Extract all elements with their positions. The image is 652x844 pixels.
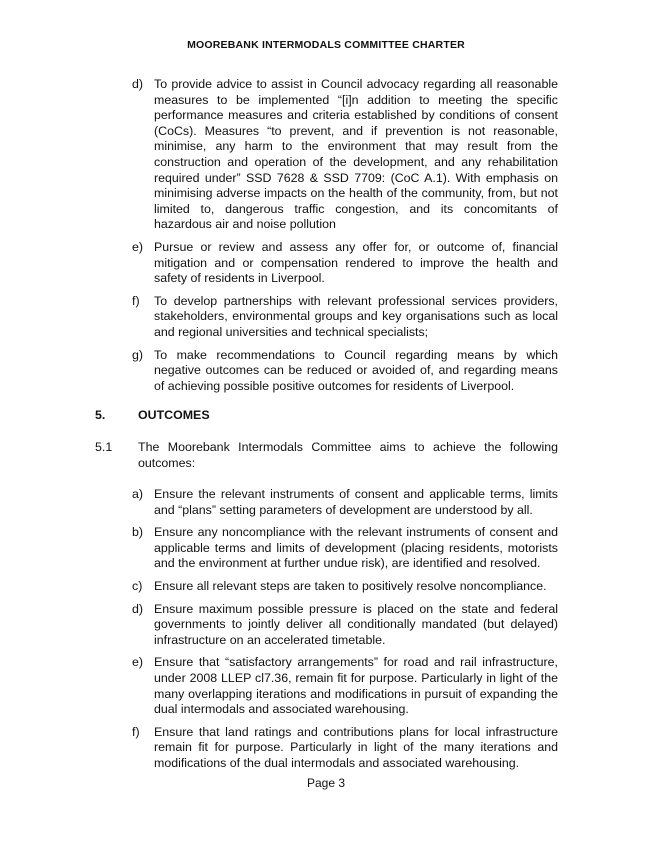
section-title: OUTCOMES <box>138 408 210 422</box>
list-item <box>0 487 652 518</box>
list-item-text: Ensure that “satisfactory arrangements” for road and rail infrastructure, under 2008 LLEP cl7.36, remain fit for purpose. Particularly in light of the many overlapping iterations and modifications in pursuit of expanding the dual intermodals and associated warehousing. <box>154 655 558 717</box>
list-item-label: c) <box>132 578 143 593</box>
list-item <box>0 602 652 649</box>
list-item-text: To make recommendations to Council regarding means by which negative outcomes can be reduced or avoided of, and regarding means of achieving possible positive outcomes for residents of Liverpool. <box>154 347 558 393</box>
section-number: 5. <box>95 408 106 422</box>
list-item-label: a) <box>132 487 144 501</box>
list-item-label: d) <box>132 77 144 91</box>
outcomes-list <box>0 487 652 772</box>
list-item-label: b) <box>132 525 144 540</box>
numbered-paragraph <box>0 440 652 471</box>
objectives-list <box>0 77 652 394</box>
list-item <box>0 655 652 717</box>
list-item <box>0 725 652 772</box>
list-item-label: f) <box>132 724 140 739</box>
list-item-text: To develop partnerships with relevant professional services providers, stakeholders, environmental groups and key organisations such as local and regional universities and technical specialists; <box>154 293 558 339</box>
page-number: Page 3 <box>306 776 346 790</box>
list-item-text: Ensure all relevant steps are taken to positively resolve noncompliance. <box>154 578 547 593</box>
list-item-text: Pursue or review and assess any offer for, or outcome of, financial mitigation and or compensation rendered to improve the health and safety of residents in Liverpool. <box>154 239 558 286</box>
list-item <box>0 579 652 595</box>
list-item-label: d) <box>132 601 144 616</box>
list-item <box>0 240 652 287</box>
list-item <box>0 525 652 572</box>
paragraph-text: The Moorebank Intermodals Committee aims to achieve the following outcomes: <box>138 440 558 470</box>
list-item-text: Ensure the relevant instruments of consent and applicable terms, limits and “plans” setting parameters of development are understood by all. <box>154 487 558 517</box>
list-item-label: e) <box>132 655 144 670</box>
list-item-text: Ensure any noncompliance with the relevant instruments of consent and applicable terms and limits of development (placing residents, motorists and the environment at further undue risk), are identified and resolved. <box>154 525 558 571</box>
page-header: MOOREBANK INTERMODALS COMMITTEE CHARTER <box>187 39 465 51</box>
paragraph-number: 5.1 <box>95 440 113 454</box>
list-item-label: f) <box>132 293 140 308</box>
list-item-text: Ensure maximum possible pressure is placed on the state and federal governments to jointly deliver all conditionally mandated (but delayed) infrastructure on an accelerated timetable. <box>154 601 558 647</box>
list-item-label: e) <box>132 239 144 254</box>
list-item <box>0 77 652 233</box>
list-item <box>0 294 652 341</box>
list-item-label: g) <box>132 347 144 362</box>
list-item-text: To provide advice to assist in Council advocacy regarding all reasonable measures to be implemented “[i]n addition to meeting the specific performance measures and criteria established by conditions of consent (CoCs). Measures “to prevent, and if prevention is not reasonable, minimise, any harm to the environment that may result from the construction and operation of the development, and any rehabilitation required under” SSD 7628 & SSD 7709: (CoC A.1). With emphasis on minimising adverse impacts on the health of the community, from, but not limited to, dangerous traffic congestion, and its concomitants of hazardous air and noise pollution <box>154 77 558 232</box>
list-item <box>0 348 652 395</box>
list-item-text: Ensure that land ratings and contributions plans for local infrastructure remain fit for purpose. Particularly in light of the many iterations and modifications of the dual intermodals and associated warehousing. <box>154 724 558 770</box>
